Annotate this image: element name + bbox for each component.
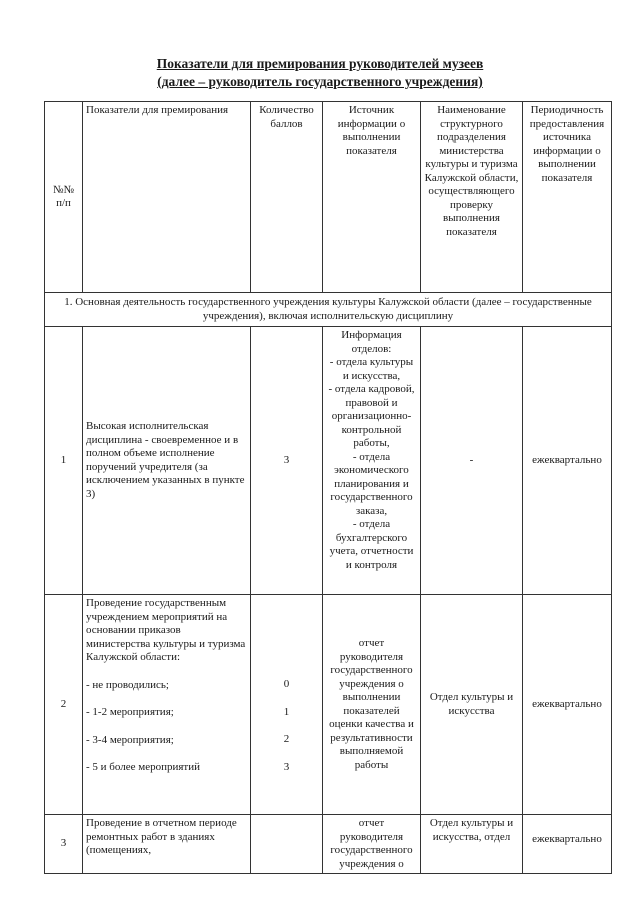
option-points: 3 [283,760,290,773]
bonus-indicators-table [44,101,612,874]
row-2-num: 2 [45,595,83,815]
option-label: - не проводились; [86,678,169,691]
row-1-indicator: Высокая исполнительская дисциплина - своевременное и в полном объеме исполнение поручений учредителя (за исключением указанных в пункте 3) [83,327,251,595]
header-indicator: Показатели для премирования [83,102,251,293]
option-label: - 5 и более мероприятий [86,761,201,773]
option-points: 0 [283,678,290,690]
option-points: 1 [283,705,290,718]
row-2-indicator-title: Проведение государственным учреждением мероприятий на основании приказов министерства культуры и туризма Калужской области: [86,597,246,663]
row-1-num: 1 [45,327,83,595]
row-1-source [323,327,421,595]
header-source: Источник информации о выполнении показателя [323,102,421,293]
row-3-department: Отдел культуры и искусства, отдел [421,815,523,874]
row-3-indicator: Проведение в отчетном периоде ремонтных работ в зданиях (помещениях, [83,815,251,874]
row-2-indicator [83,595,251,815]
option-points: 2 [283,733,290,745]
header-department: Наименование структурного подразделения министерства культуры и туризма Калужской области, осуществляющего проверку выполнения показателя [421,102,523,293]
row-3-num: 3 [45,815,83,874]
row-1-period: ежеквартально [523,327,612,595]
section-1-heading: 1. Основная деятельность государственного учреждения культуры Калужской области (далее – государственные учреждения), включая исполнительскую дисциплину [45,293,612,327]
table-row [45,327,612,595]
option-label: - 3-4 мероприятия; [86,733,174,746]
row-3-period: ежеквартально [523,815,612,874]
source-line: - отдела бухгалтерского учета, отчетности и контроля [329,518,414,571]
header-num: №№ п/п [45,102,83,293]
row-2-points [251,595,323,815]
table-header-row [45,102,612,293]
row-1-department: - [421,327,523,595]
section-row [45,293,612,327]
document-title-line2: (далее – руководитель государственного учреждения) [157,74,483,89]
row-2-department: Отдел культуры и искусства [421,595,523,815]
header-points: Количество баллов [251,102,323,293]
source-line: - отдела кадровой, правовой и организационно-контрольной работы, [328,383,415,449]
row-2-period: ежеквартально [523,595,612,815]
source-line: - отдела культуры и искусства, [329,356,414,382]
document-title-line1: Показатели для премирования руководителей музеев [156,56,484,71]
header-period: Периодичность предоставления источника информации о выполнении показателя [523,102,612,293]
row-1-points: 3 [251,327,323,595]
table-row [45,815,612,874]
table-row [45,595,612,815]
row-3-source: отчет руководителя государственного учреждения о [323,815,421,874]
row-3-points [251,815,323,874]
source-line: Информация отделов: [341,329,402,355]
source-line: - отдела экономического планирования и государственного заказа, [330,450,413,517]
option-label: - 1-2 мероприятия; [86,706,174,718]
row-2-source: отчет руководителя государственного учреждения о выполнении показателей оценки качества и результативности выполняемой работы [323,595,421,815]
